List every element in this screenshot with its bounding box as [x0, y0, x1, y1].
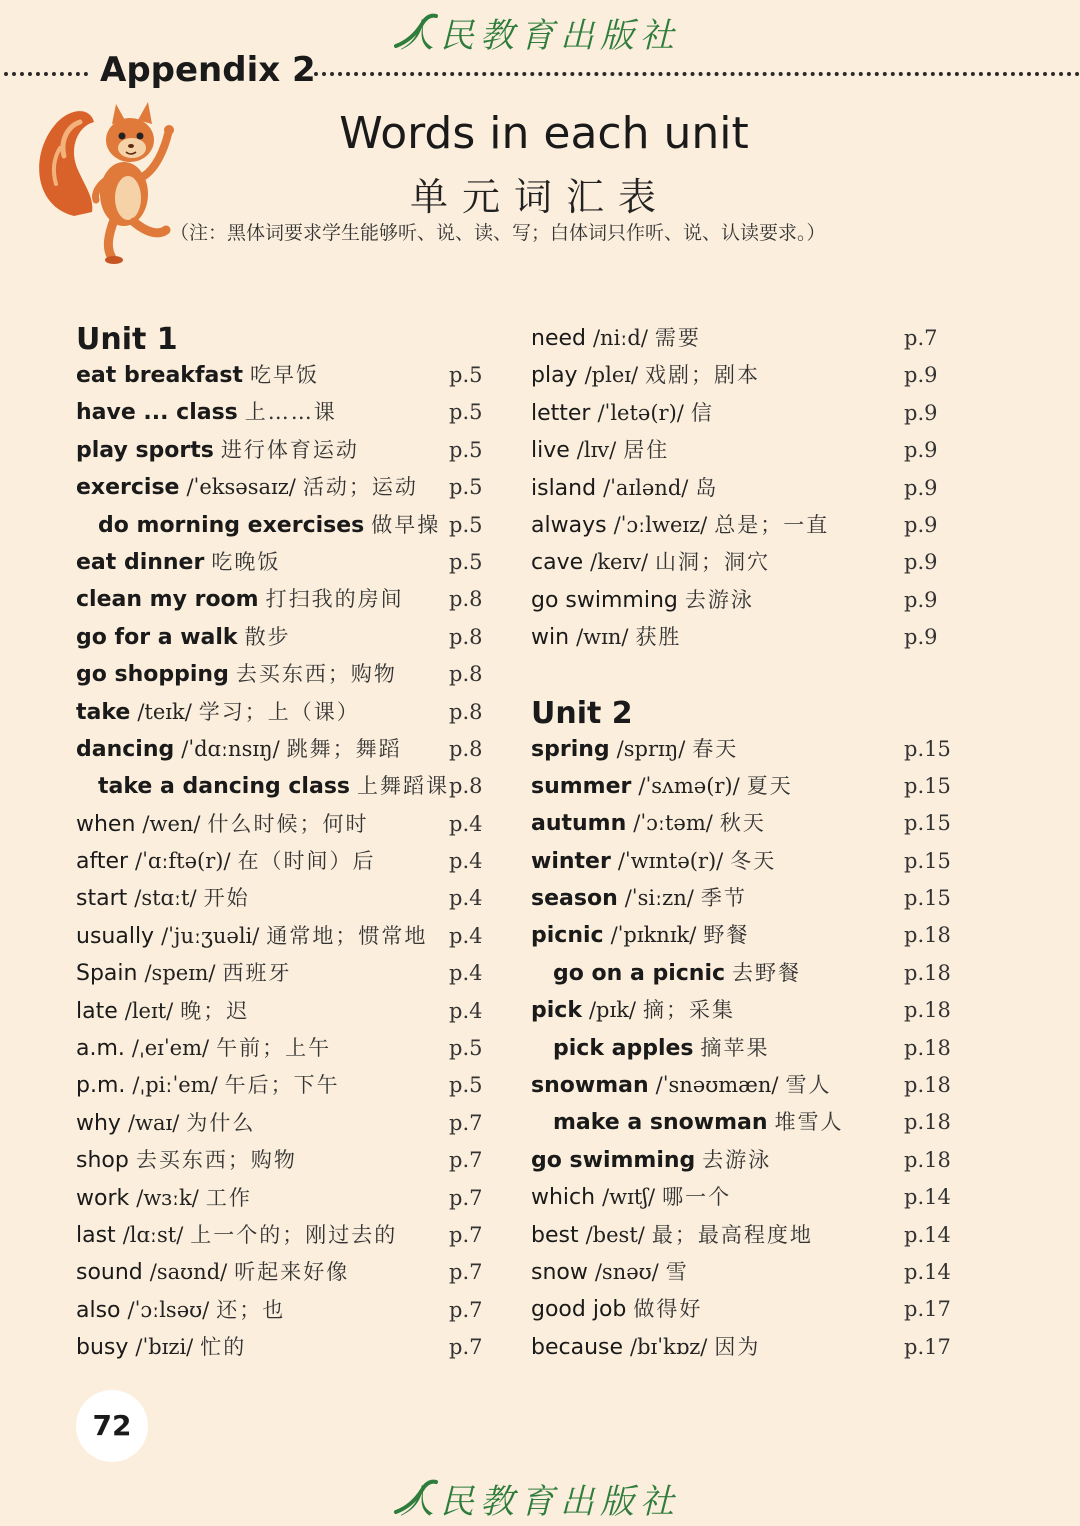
vocab-word: picnic	[531, 923, 604, 949]
vocab-meaning: 做早操	[371, 512, 441, 537]
vocab-phonetic: /pleɪ/	[584, 363, 639, 388]
vocab-word: island	[531, 475, 597, 501]
vocab-word: eat dinner	[76, 549, 205, 575]
vocab-meaning: 冬天	[730, 848, 777, 873]
vocab-word: because	[531, 1334, 624, 1360]
vocab-page-ref: p.4	[449, 961, 483, 986]
vocab-page-ref: p.5	[449, 1036, 483, 1061]
vocab-phonetic: /stɑːt/	[134, 886, 197, 911]
vocab-phonetic: /ˈjuːʒuəli/	[161, 923, 260, 948]
vocab-meaning: 上舞蹈课	[357, 774, 450, 799]
vocab-entry	[76, 357, 486, 394]
vocab-word: a.m.	[76, 1036, 125, 1062]
vocab-meaning: 在（时间）后	[237, 849, 376, 874]
vocab-page-ref: p.4	[449, 811, 483, 836]
vocab-page-ref: p.14	[904, 1222, 951, 1247]
vocab-page-ref: p.9	[904, 587, 938, 612]
vocab-meaning: 野餐	[703, 923, 750, 948]
vocab-entry	[76, 918, 486, 955]
vocab-meaning: 居住	[623, 438, 670, 463]
vocab-entry	[531, 805, 951, 842]
vocab-page-ref: p.4	[449, 849, 483, 874]
dotted-rule-right	[314, 72, 1080, 76]
vocab-page-ref: p.18	[904, 1110, 951, 1135]
vocab-page-ref: p.9	[904, 475, 938, 500]
vocab-meaning: 做得好	[633, 1297, 703, 1322]
vocab-phonetic: /ˈɔːtəm/	[633, 811, 713, 836]
vocab-page-ref: p.5	[449, 1073, 483, 1098]
vocab-entry	[76, 1180, 486, 1217]
vocab-phonetic: /best/	[585, 1222, 645, 1247]
vocab-word: Spain	[76, 961, 138, 987]
vocab-phonetic: /pɪk/	[588, 998, 637, 1023]
vocab-page-ref: p.5	[449, 549, 483, 574]
vocab-word: late	[76, 998, 118, 1024]
page-title-chinese: 单元词汇表	[409, 175, 670, 219]
vocab-word: need	[531, 326, 586, 351]
vocab-word: take	[76, 699, 131, 725]
vocab-page-ref: p.7	[449, 1110, 483, 1135]
vocab-word: pick apples	[553, 1035, 694, 1061]
usage-note: （注：黑体词要求学生能够听、说、读、写；白体词只作听、说、认读要求。）	[170, 222, 826, 244]
vocab-page-ref: p.8	[449, 736, 483, 761]
vocab-phonetic: /niːd/	[592, 326, 648, 350]
vocab-entry	[76, 993, 486, 1030]
vocab-meaning: 雪	[665, 1259, 689, 1284]
vocab-word: take a dancing class	[98, 774, 351, 800]
vocab-meaning: 信	[690, 400, 714, 425]
vocab-phonetic: /leɪt/	[124, 998, 174, 1023]
vocab-phonetic: /lɑːst/	[122, 1222, 184, 1247]
vocab-page-ref: p.8	[449, 662, 483, 687]
vocab-meaning: 摘苹果	[700, 1035, 770, 1060]
vocab-meaning: 摘；采集	[643, 998, 736, 1023]
vocab-entry	[531, 955, 951, 992]
vocab-page-ref: p.5	[449, 400, 483, 425]
vocab-word: play	[531, 363, 578, 389]
vocab-phonetic: /ˈɔːlsəʊ/	[127, 1297, 210, 1322]
vocab-word: work	[76, 1185, 130, 1211]
vocab-phonetic: /ˈsʌmə(r)/	[638, 773, 740, 798]
vocab-page-ref: p.7	[449, 1335, 483, 1360]
vocab-entry	[531, 1030, 951, 1067]
vocab-phonetic: /ˈaɪlənd/	[603, 475, 689, 500]
vocab-page-ref: p.17	[904, 1334, 951, 1359]
vocab-word: after	[76, 849, 129, 875]
vocab-meaning: 打扫我的房间	[265, 587, 404, 612]
unit-heading: Unit 1	[76, 322, 178, 357]
vocab-page-ref: p.4	[449, 923, 483, 948]
vocab-page-ref: p.17	[904, 1297, 951, 1322]
vocab-word: go swimming	[531, 1147, 696, 1173]
vocab-meaning: 总是；一直	[714, 512, 830, 537]
vocab-entry	[76, 544, 486, 581]
vocab-meaning: 通常地；惯常地	[266, 923, 428, 948]
vocab-phonetic: /ˈdɑːnsɪŋ/	[181, 736, 280, 761]
vocab-phonetic: /keɪv/	[590, 550, 649, 575]
vocab-word: usually	[76, 923, 155, 949]
vocab-word: also	[76, 1297, 121, 1323]
vocab-entry	[531, 432, 951, 469]
vocab-word: snow	[531, 1259, 588, 1285]
vocab-entry	[76, 1254, 486, 1291]
vocab-meaning: 学习；上（课）	[198, 699, 360, 724]
vocab-word: sound	[76, 1260, 143, 1286]
publisher-logo-header: 人民教育出版社	[400, 16, 680, 56]
vocab-meaning: 哪一个	[662, 1185, 732, 1210]
vocab-page-ref: p.15	[904, 886, 951, 911]
vocab-entry	[76, 955, 486, 992]
vocab-word: play sports	[76, 437, 214, 463]
vocab-word: live	[531, 438, 570, 464]
appendix-heading	[0, 50, 1080, 94]
vocab-entry	[531, 843, 951, 880]
vocab-entry	[76, 432, 486, 469]
vocab-column-right	[531, 320, 951, 1366]
vocab-phonetic: /lɪv/	[576, 438, 617, 463]
vocab-entry	[531, 768, 951, 805]
vocab-entry	[531, 1329, 951, 1366]
vocab-entry	[531, 470, 951, 507]
vocab-entry	[531, 880, 951, 917]
vocab-entry	[531, 917, 951, 954]
vocab-phonetic: /wen/	[142, 811, 201, 836]
vocab-entry	[531, 1067, 951, 1104]
vocab-meaning: 工作	[205, 1185, 252, 1210]
vocab-word: winter	[531, 848, 611, 874]
vocab-entry	[76, 806, 486, 843]
vocab-word: exercise	[76, 475, 180, 501]
vocab-meaning: 戏剧；剧本	[645, 363, 761, 388]
vocab-page-ref: p.18	[904, 923, 951, 948]
vocab-meaning: 西班牙	[222, 961, 292, 986]
vocab-word: dancing	[76, 736, 175, 762]
vocab-page-ref: p.9	[904, 438, 938, 463]
vocab-meaning: 岛	[695, 475, 719, 500]
vocab-meaning: 最；最高程度地	[651, 1222, 813, 1247]
vocab-entry	[531, 320, 951, 357]
vocab-meaning: 还；也	[216, 1297, 286, 1322]
vocab-meaning: 午前；上午	[216, 1036, 332, 1061]
vocab-entry	[76, 1105, 486, 1142]
vocab-page-ref: p.8	[449, 587, 483, 612]
vocab-entry	[76, 768, 486, 805]
vocab-meaning: 午后；下午	[224, 1073, 340, 1098]
appendix-title: Appendix 2	[100, 50, 316, 90]
vocab-phonetic: /ˈeksəsaɪz/	[186, 475, 296, 500]
publisher-logo-footer: 人民教育出版社	[400, 1482, 680, 1522]
vocab-page-ref: p.8	[449, 624, 483, 649]
vocab-meaning: 跳舞；舞蹈	[286, 736, 402, 761]
vocab-word: autumn	[531, 811, 627, 837]
vocab-meaning: 夏天	[746, 773, 793, 798]
vocab-word: have ... class	[76, 400, 238, 426]
vocab-entry	[531, 1179, 951, 1216]
vocab-page-ref: p.5	[449, 475, 483, 500]
vocab-word: busy	[76, 1335, 129, 1361]
vocab-page-ref: p.14	[904, 1185, 951, 1210]
vocab-page-ref: p.7	[449, 1260, 483, 1285]
vocab-page-ref: p.18	[904, 1147, 951, 1172]
vocab-word: why	[76, 1110, 121, 1136]
vocab-word: win	[531, 625, 570, 651]
vocab-entry	[531, 1142, 951, 1179]
vocab-page-ref: p.18	[904, 960, 951, 985]
vocab-page-ref: p.7	[449, 1185, 483, 1210]
vocab-entry	[76, 1329, 486, 1366]
vocab-entry	[531, 395, 951, 432]
vocab-entry	[76, 1030, 486, 1067]
vocab-word: best	[531, 1222, 579, 1248]
vocab-entry	[531, 582, 951, 619]
vocab-phonetic: /ˈsiːzn/	[624, 886, 694, 911]
vocab-word: make a snowman	[553, 1110, 768, 1136]
vocab-meaning: 进行体育运动	[220, 437, 359, 462]
vocab-meaning: 去买东西；购物	[135, 1148, 297, 1173]
vocab-meaning: 去游泳	[702, 1147, 772, 1172]
vocab-page-ref: p.9	[904, 550, 938, 575]
vocab-entry	[76, 469, 486, 506]
vocab-meaning: 吃早饭	[249, 363, 319, 387]
vocab-word: which	[531, 1185, 596, 1211]
vocab-page-ref: p.5	[449, 512, 483, 537]
vocab-meaning: 什么时候；何时	[207, 811, 369, 836]
vocab-meaning: 堆雪人	[774, 1110, 844, 1135]
vocab-phonetic: /ˈpɪknɪk/	[610, 923, 697, 948]
vocab-word: go on a picnic	[553, 960, 726, 986]
vocab-phonetic: /ˌeɪˈem/	[131, 1036, 210, 1061]
vocab-word: go swimming	[531, 587, 678, 613]
vocab-meaning: 上一个的；刚过去的	[190, 1222, 398, 1247]
vocab-meaning: 听起来好像	[234, 1260, 350, 1285]
vocab-page-ref: p.4	[449, 886, 483, 911]
vocab-word: go shopping	[76, 662, 229, 688]
vocab-page-ref: p.15	[904, 773, 951, 798]
vocab-page-ref: p.7	[449, 1148, 483, 1173]
vocab-word: letter	[531, 400, 591, 426]
dotted-rule-left	[4, 72, 88, 76]
vocab-phonetic: /sprɪŋ/	[616, 736, 686, 761]
vocab-phonetic: /ˈɑːftə(r)/	[135, 849, 231, 874]
vocab-word: spring	[531, 736, 610, 762]
vocab-page-ref: p.5	[449, 363, 483, 387]
vocab-page-ref: p.7	[904, 326, 938, 350]
vocab-word: do morning exercises	[98, 512, 365, 538]
vocab-entry	[76, 1142, 486, 1179]
vocab-word: p.m.	[76, 1073, 126, 1099]
page-title: Words in each unit	[339, 108, 749, 159]
vocab-word: cave	[531, 550, 584, 576]
vocab-entry	[76, 656, 486, 693]
vocab-page-ref: p.15	[904, 848, 951, 873]
vocab-phonetic: /ˈbɪzi/	[135, 1335, 194, 1360]
vocab-word: start	[76, 886, 128, 912]
vocab-phonetic: /wɜːk/	[136, 1185, 199, 1210]
vocab-page-ref: p.18	[904, 998, 951, 1023]
vocab-meaning: 散步	[244, 624, 291, 649]
vocab-phonetic: /ˈsnəʊmæn/	[655, 1073, 779, 1098]
vocab-entry	[76, 1217, 486, 1254]
vocab-page-ref: p.15	[904, 811, 951, 836]
vocab-page-ref: p.15	[904, 736, 951, 761]
vocab-entry	[76, 581, 486, 618]
page-number-badge: 72	[76, 1390, 148, 1462]
vocab-entry	[531, 544, 951, 581]
vocab-phonetic: /saʊnd/	[149, 1260, 228, 1285]
vocab-phonetic: /ˈletə(r)/	[597, 400, 684, 425]
vocab-column-left	[76, 320, 486, 1367]
vocab-entry	[531, 731, 951, 768]
vocab-entry	[531, 1291, 951, 1328]
vocab-meaning: 晚；迟	[180, 998, 250, 1023]
unit-spacer	[531, 657, 951, 694]
vocab-page-ref: p.8	[449, 774, 483, 799]
vocab-meaning: 山洞；洞穴	[655, 550, 771, 575]
vocab-meaning: 去游泳	[684, 587, 754, 612]
vocab-entry	[76, 1067, 486, 1104]
vocab-meaning: 去买东西；购物	[235, 662, 397, 687]
vocab-meaning: 雪人	[785, 1073, 832, 1098]
vocab-page-ref: p.7	[449, 1222, 483, 1247]
vocab-entry	[76, 731, 486, 768]
vocab-meaning: 季节	[700, 886, 747, 911]
vocab-phonetic: /snəʊ/	[594, 1259, 659, 1284]
vocab-meaning: 秋天	[719, 811, 766, 836]
vocab-meaning: 忙的	[200, 1335, 247, 1360]
vocab-word: good job	[531, 1297, 627, 1323]
vocab-meaning: 为什么	[186, 1110, 256, 1135]
vocab-page-ref: p.8	[449, 699, 483, 724]
vocab-entry	[531, 1254, 951, 1291]
vocab-page-ref: p.9	[904, 625, 938, 650]
vocab-meaning: 需要	[654, 326, 701, 350]
vocab-phonetic: /bɪˈkɒz/	[630, 1334, 708, 1359]
vocab-word: snowman	[531, 1073, 649, 1099]
vocab-page-ref: p.14	[904, 1259, 951, 1284]
vocab-page-ref: p.18	[904, 1073, 951, 1098]
vocab-word: shop	[76, 1148, 129, 1174]
vocab-entry	[531, 619, 951, 656]
vocab-word: when	[76, 811, 136, 837]
vocab-entry	[531, 1217, 951, 1254]
vocab-phonetic: /speɪn/	[144, 961, 216, 986]
vocab-page-ref: p.9	[904, 400, 938, 425]
vocab-word: eat breakfast	[76, 363, 243, 388]
vocab-meaning: 开始	[203, 886, 250, 911]
vocab-page-ref: p.5	[449, 437, 483, 462]
vocab-phonetic: /wɪtʃ/	[602, 1185, 656, 1210]
vocab-page-ref: p.7	[449, 1297, 483, 1322]
vocab-entry	[76, 880, 486, 917]
vocab-word: go for a walk	[76, 624, 238, 650]
vocab-entry	[76, 694, 486, 731]
vocab-meaning: 春天	[692, 736, 739, 761]
vocab-phonetic: /teɪk/	[137, 699, 192, 724]
vocab-entry	[531, 1104, 951, 1141]
vocab-word: pick	[531, 998, 582, 1024]
vocab-meaning: 吃晚饭	[211, 549, 281, 574]
vocab-meaning: 去野餐	[732, 960, 802, 985]
vocab-entry	[76, 507, 486, 544]
vocab-phonetic: /wɪn/	[576, 625, 629, 650]
vocab-phonetic: /ˈɔːlweɪz/	[613, 512, 708, 537]
vocab-word: last	[76, 1222, 116, 1248]
vocab-entry	[76, 394, 486, 431]
vocab-entry	[76, 843, 486, 880]
vocab-meaning: 因为	[714, 1334, 761, 1359]
vocab-meaning: 活动；运动	[302, 475, 418, 500]
vocab-word: season	[531, 886, 618, 912]
vocab-entry	[76, 1292, 486, 1329]
vocab-meaning: 上……课	[244, 400, 337, 425]
vocab-word: summer	[531, 773, 632, 799]
vocab-entry	[531, 357, 951, 394]
vocab-entry	[531, 507, 951, 544]
vocab-entry	[531, 992, 951, 1029]
vocab-word: always	[531, 512, 607, 538]
vocab-page-ref: p.9	[904, 363, 938, 388]
vocab-phonetic: /ˌpiːˈem/	[132, 1073, 218, 1098]
vocab-entry	[76, 619, 486, 656]
vocab-page-ref: p.18	[904, 1035, 951, 1060]
vocab-page-ref: p.4	[449, 998, 483, 1023]
vocab-meaning: 获胜	[635, 625, 682, 650]
vocab-word: clean my room	[76, 587, 259, 613]
vocab-page-ref: p.9	[904, 512, 938, 537]
vocab-phonetic: /ˈwɪntə(r)/	[617, 848, 724, 873]
vocab-phonetic: /waɪ/	[127, 1110, 180, 1135]
unit-heading: Unit 2	[531, 695, 633, 731]
